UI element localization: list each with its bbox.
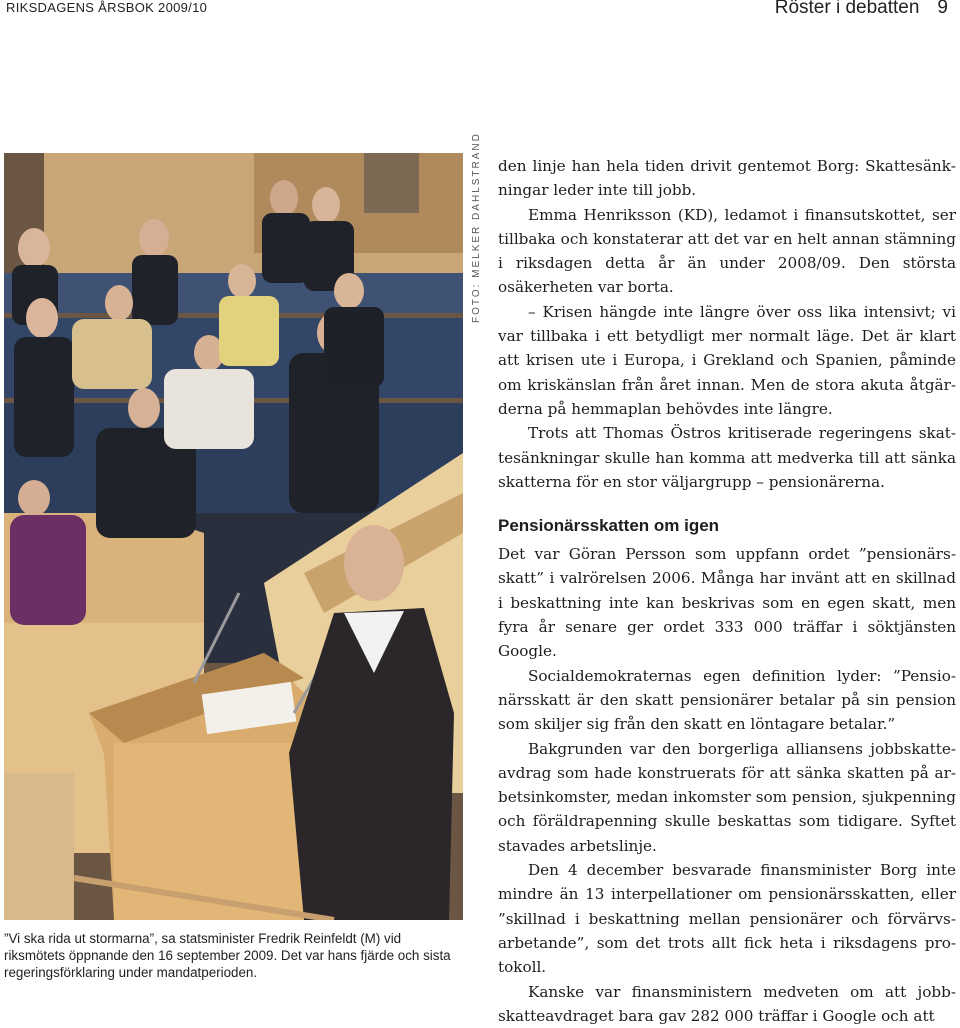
article-paragraph: Trots att Thomas Östros kritiserade regeringens skattesänkningar skulle han komma att medverka till att sänka skatterna för en stor väljargrupp – pensionärerna. xyxy=(498,421,956,494)
article-paragraph: Den 4 december besvarade finansminister Borg inte mindre än 13 interpellationer om pensionärsskatten, eller ”skillnad i beskattning mellan pensionärer och förvärvsarbetande”, som det trots allt fick heta i riksdagens protokoll. xyxy=(498,858,956,979)
photo-caption: ”Vi ska rida ut stormarna”, sa statsminister Fredrik Reinfeldt (M) vid riksmötets öppnande den 16 september 2009. Det var hans fjärde och sista regeringsförklaring under mandatperioden. xyxy=(4,930,464,981)
article-paragraph: Kanske var finansministern medveten om att jobbskatteavdraget bara gav 282 000 träffar i Google och att xyxy=(498,980,956,1028)
article-paragraph: Bakgrunden var den borgerliga alliansens jobbskatteavdrag som hade konstruerats för att sänka skatten på arbetsinkomster, medan inkomster som pension, sjukpenning och föräldrapenning skulle beskattas som tidigare. Syftet stavades arbetslinje. xyxy=(498,737,956,858)
page-number: 9 xyxy=(937,0,948,18)
section-subheading: Pensionärsskatten om igen xyxy=(498,514,956,538)
article-column xyxy=(498,154,956,1028)
photo-credit: FOTO: MELKER DAHLSTRAND xyxy=(471,153,485,323)
article-paragraph: Emma Henriksson (KD), ledamot i finansutskottet, ser tillbaka och konstaterar att det var en helt annan stämning i riksdagen detta år än under 2008/09. Den största osäkerheten var borta. xyxy=(498,203,956,300)
running-header-right xyxy=(775,0,948,19)
section-title: Röster i debatten xyxy=(775,0,920,18)
article-paragraph: den linje han hela tiden drivit gentemot Borg: Skattesänkningar leder inte till jobb. xyxy=(498,154,956,203)
article-paragraph: – Krisen hängde inte längre över oss lika intensivt; vi var tillbaka i ett betydligt mer normalt läge. Det är klart att krisen ute i Europa, i Grekland och Spanien, påminde om kriskänslan från året innan. Men de stora akuta åtgärderna på hemmaplan behövdes inte längre. xyxy=(498,300,956,421)
article-paragraph: Det var Göran Persson som uppfann ordet ”pensionärsskatt” i valrörelsen 2006. Många har invänt att en skillnad i beskattning inte kan beskrivas som en egen skatt, men fyra år senare ger ordet 333 000 träffar i söktjänsten Google. xyxy=(498,542,956,663)
parliament-photo xyxy=(4,153,463,920)
running-header-left: RIKSDAGENS ÅRSBOK 2009/10 xyxy=(6,0,207,15)
article-paragraph: Socialdemokraternas egen definition lyder: ”Pensionärsskatt är den skatt pensionärer betalar på sin pension som skiljer sig från den skatt en löntagare betalar.” xyxy=(498,664,956,737)
